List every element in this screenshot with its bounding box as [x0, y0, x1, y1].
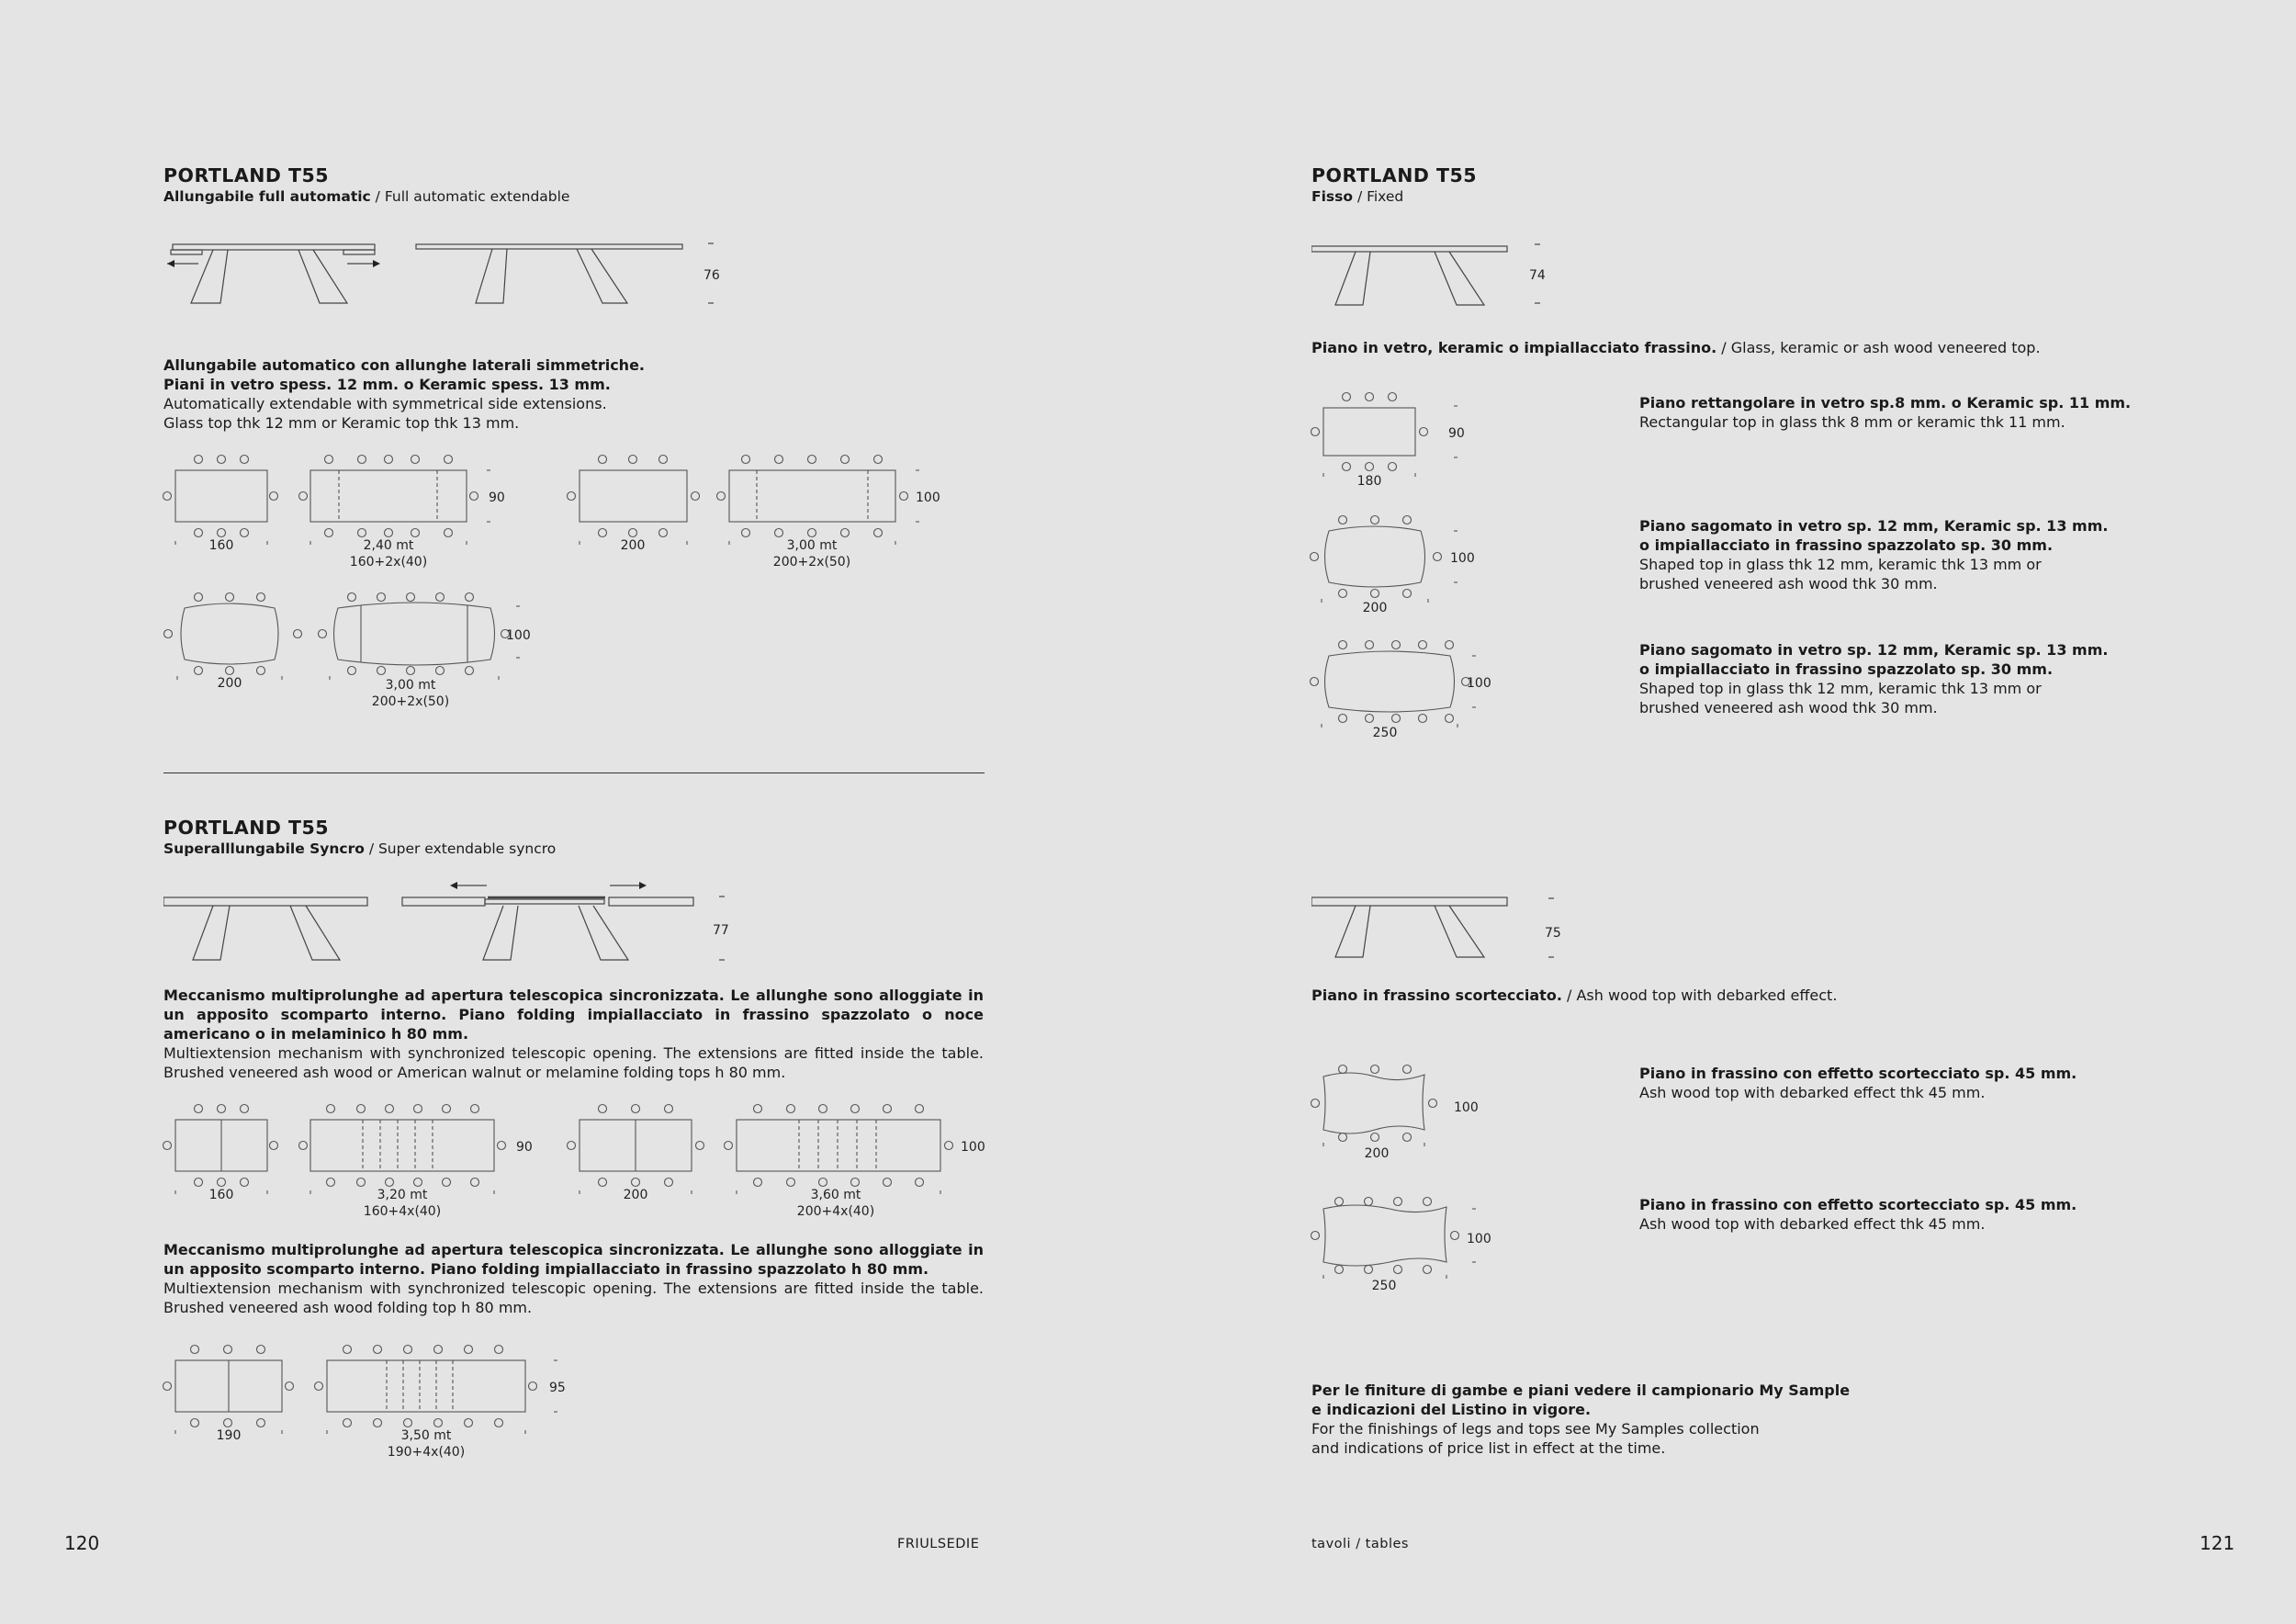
plan-length: 3,00 mt [385, 678, 436, 693]
plan-rect-180 [1309, 386, 1492, 496]
item-desc-rect: Piano rettangolare in vetro sp.8 mm. o Keramic sp. 11 mm. Rectangular top in glass thk 8 mm or keramic thk 11 mm. [1639, 394, 2132, 431]
description-syncro-2 [163, 1240, 984, 1317]
plan-formula: 160+2x(40) [349, 555, 428, 570]
elevation-drawing-automatic [163, 234, 733, 317]
desc-normal: Multiextension mechanism with synchronized telescopic opening. The extensions are fitted inside the table. Brushed veneered ash wood folding top h 80 mm. [163, 1280, 984, 1316]
plan-width: 100 [1450, 551, 1475, 566]
plan-debarked-250 [1309, 1187, 1511, 1297]
plan-length: 190 [216, 1428, 242, 1443]
finishings-note: Per le finiture di gambe e piani vedere il campionario My Sample e indicazioni del Listino in vigore. For the finishings of legs and tops see My Samples collection and indications of price list in effect at the time. [1311, 1382, 1851, 1457]
plan-length: 3,60 mt [810, 1188, 861, 1202]
item-desc-debarked-200: Piano in frassino con effetto scortecciato sp. 45 mm. Ash wood top with debarked effect thk 45 mm. [1639, 1065, 2077, 1101]
product-subtitle: Allungabile full automatic / Full automatic extendable [163, 188, 570, 205]
plan-length: 200 [217, 676, 242, 691]
plan-length: 160 [208, 538, 234, 553]
plan-width: 100 [916, 491, 940, 505]
plan-length: 3,20 mt [377, 1188, 428, 1202]
plan-length: 3,50 mt [400, 1428, 452, 1443]
product-title: PORTLAND T55 [163, 817, 330, 839]
height-label: 76 [703, 268, 720, 283]
intro-fixed: Piano in vetro, keramic o impiallacciato frassino. / Glass, keramic or ash wood veneered top. [1311, 339, 2041, 356]
plan-formula: 190+4x(40) [387, 1445, 466, 1460]
desc-bold: Meccanismo multiprolunghe ad apertura telescopica sincronizzata. Le allunghe sono alloggiate in un apposito scomparto interno. Piano folding impiallacciato in frassino spazzolato h 80 mm. [163, 1241, 984, 1278]
product-subtitle: Superalllungabile Syncro / Super extendable syncro [163, 840, 557, 857]
height-label: 74 [1529, 268, 1546, 283]
section-heading-right-1 [1311, 164, 1477, 205]
elevation-drawing-syncro [163, 877, 751, 969]
plan-drawings-syncro-row2 [161, 1336, 583, 1460]
plan-length: 200 [623, 1188, 648, 1202]
plan-shaped-200 [1309, 511, 1492, 621]
plan-width: 100 [1454, 1100, 1479, 1115]
footer-section: tavoli / tables [1311, 1537, 1409, 1551]
plan-width: 90 [1448, 426, 1465, 441]
desc-bold: Meccanismo multiprolunghe ad apertura telescopica sincronizzata. Le allunghe sono alloggiate in un apposito scomparto interno. Piano folding impiallacciato in frassino spazzolato o noce americano o in melaminico h 80 mm. [163, 987, 984, 1043]
footer-brand: FRIULSEDIE [897, 1537, 980, 1551]
plan-drawings-automatic-row1 [161, 450, 1006, 574]
item-desc-shaped-250: Piano sagomato in vetro sp. 12 mm, Keramic sp. 13 mm. o impiallacciato in frassino spazzolato sp. 30 mm. Shaped top in glass thk 12 mm, keramic thk 13 mm or brushed veneered ash wood thk 30 mm. [1639, 641, 2109, 716]
plan-length: 250 [1372, 726, 1398, 740]
section-heading-left-2 [163, 817, 556, 857]
plan-length: 200 [1364, 1146, 1390, 1161]
plan-length: 3,00 mt [786, 538, 838, 553]
plan-formula: 200+4x(40) [796, 1204, 875, 1219]
plan-formula: 200+2x(50) [772, 555, 851, 570]
plan-length: 250 [1371, 1279, 1397, 1293]
plan-length: 200 [1362, 601, 1388, 615]
plan-shaped-250 [1309, 636, 1511, 746]
plan-drawings-syncro-row1 [161, 1100, 1006, 1224]
plan-width: 100 [1467, 676, 1491, 691]
plan-width: 100 [1467, 1232, 1491, 1246]
desc-line: Allungabile automatico con allunghe laterali simmetriche. [163, 356, 645, 374]
plan-width: 90 [516, 1140, 533, 1155]
elevation-drawing-debarked [1311, 891, 1569, 974]
plan-length: 160 [208, 1188, 234, 1202]
desc-line: Piani in vetro spess. 12 mm. o Keramic spess. 13 mm. [163, 376, 611, 393]
section-heading-left-1 [163, 164, 569, 205]
desc-normal: Multiextension mechanism with synchronized telescopic opening. The extensions are fitted inside the table. Brushed veneered ash wood or American walnut or melamine folding tops h 80 mm. [163, 1044, 984, 1081]
plan-formula: 160+4x(40) [363, 1204, 442, 1219]
plan-width: 100 [506, 628, 531, 643]
elevation-drawing-fixed [1311, 239, 1569, 312]
plan-length: 2,40 mt [363, 538, 414, 553]
height-label: 75 [1545, 926, 1561, 941]
plan-length: 200 [620, 538, 646, 553]
item-desc-debarked-250: Piano in frassino con effetto scortecciato sp. 45 mm. Ash wood top with debarked effect thk 45 mm. [1639, 1196, 2077, 1233]
desc-line: Automatically extendable with symmetrical side extensions. [163, 395, 607, 412]
product-title: PORTLAND T55 [1311, 164, 1478, 186]
plan-width: 90 [489, 491, 505, 505]
product-subtitle: Fisso / Fixed [1311, 188, 1404, 205]
description-syncro-1 [163, 986, 984, 1082]
plan-width: 100 [961, 1140, 985, 1155]
plan-formula: 200+2x(50) [371, 694, 450, 709]
plan-length: 180 [1356, 474, 1382, 489]
page-number-left: 120 [64, 1532, 100, 1554]
height-label: 77 [713, 923, 729, 938]
intro-debarked: Piano in frassino scortecciato. / Ash wood top with debarked effect. [1311, 987, 1838, 1004]
plan-drawings-automatic-row2 [161, 588, 565, 712]
page-number-right: 121 [2200, 1532, 2235, 1554]
plan-debarked-200 [1309, 1056, 1492, 1167]
desc-line: Glass top thk 12 mm or Keramic top thk 13 mm. [163, 414, 520, 432]
description-automatic [163, 355, 733, 433]
product-title: PORTLAND T55 [163, 164, 330, 186]
plan-width: 95 [549, 1381, 566, 1395]
item-desc-shaped-200: Piano sagomato in vetro sp. 12 mm, Keramic sp. 13 mm. o impiallacciato in frassino spazzolato sp. 30 mm. Shaped top in glass thk 12 mm, keramic thk 13 mm or brushed veneered ash wood thk 30 mm. [1639, 517, 2109, 592]
